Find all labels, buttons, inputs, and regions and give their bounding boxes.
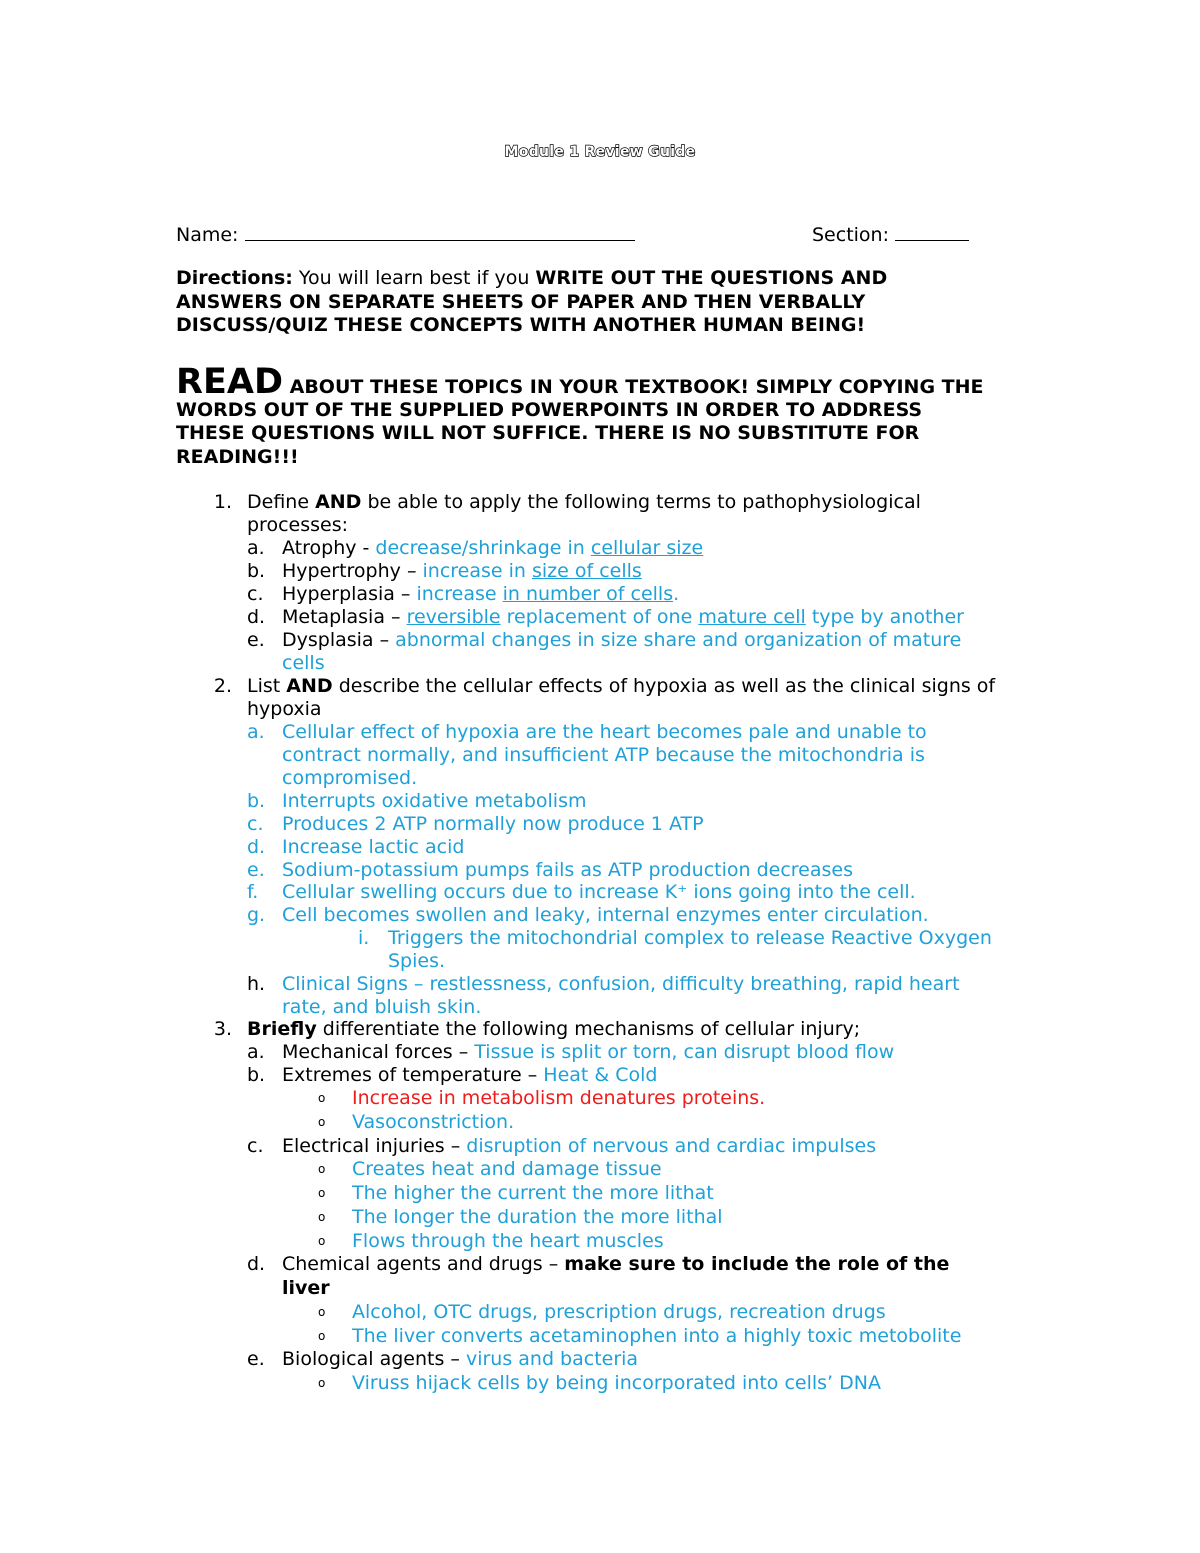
q2-g: Cell becomes swollen and leaky, internal enzymes enter circulation. bbox=[282, 904, 929, 926]
q3-line bbox=[247, 1018, 860, 1041]
q1-e bbox=[282, 629, 961, 652]
bullet-icon: o bbox=[318, 1115, 326, 1129]
q1-a-answer: decrease/shrinkage in bbox=[375, 537, 591, 559]
q3-e-letter: e. bbox=[247, 1348, 265, 1370]
section-line bbox=[812, 222, 969, 247]
q3-b-bullet-1: Increase in metabolism denatures proteins. bbox=[352, 1087, 766, 1109]
directions-line-2: ANSWERS ON SEPARATE SHEETS OF PAPER AND THEN VERBALLY bbox=[176, 291, 866, 313]
q3-c-bullet-2: The higher the current the more lithat bbox=[352, 1182, 714, 1204]
bullet-icon: o bbox=[318, 1305, 326, 1319]
q1-d-answer-end: type by another bbox=[805, 606, 964, 628]
q1-text: Define bbox=[247, 491, 316, 513]
q3-e-bullet-1: Viruss hijack cells by being incorporated into cells’ DNA bbox=[352, 1372, 881, 1394]
q1-c-term: Hyperplasia – bbox=[282, 583, 417, 605]
q1-d-answer-mid: replacement of one bbox=[500, 606, 699, 628]
q2-c-letter: c. bbox=[247, 813, 264, 835]
q3-a-answer: Tissue is split or torn, can disrupt blood flow bbox=[474, 1041, 895, 1063]
read-line-2: WORDS OUT OF THE SUPPLIED POWERPOINTS IN ORDER TO ADDRESS bbox=[176, 399, 923, 421]
q1-d-letter: d. bbox=[247, 606, 266, 628]
bullet-icon: o bbox=[318, 1329, 326, 1343]
q3-d-bullet-2: The liver converts acetaminophen into a highly toxic metobolite bbox=[352, 1325, 962, 1347]
directions-line-3: DISCUSS/QUIZ THESE CONCEPTS WITH ANOTHER HUMAN BEING! bbox=[176, 314, 866, 336]
q3-d-term: Chemical agents and drugs – bbox=[282, 1253, 565, 1275]
section-field[interactable] bbox=[895, 222, 969, 241]
q3-a bbox=[282, 1041, 894, 1064]
q1-c-answer: increase bbox=[416, 583, 503, 605]
q1-d-answer-u2: mature cell bbox=[698, 606, 806, 628]
read-line-3: THESE QUESTIONS WILL NOT SUFFICE. THERE IS NO SUBSTITUTE FOR bbox=[176, 422, 920, 444]
q3-a-letter: a. bbox=[247, 1041, 265, 1063]
q1-b-answer: increase in bbox=[422, 560, 532, 582]
bullet-icon: o bbox=[318, 1210, 326, 1224]
q3-d-letter: d. bbox=[247, 1253, 266, 1275]
q2-g-i-line-1: Triggers the mitochondrial complex to release Reactive Oxygen bbox=[388, 927, 992, 949]
read-line-4: READING!!! bbox=[176, 446, 299, 468]
read-big: READ bbox=[176, 362, 283, 402]
q2-a-line-1: Cellular effect of hypoxia are the heart becomes pale and unable to bbox=[282, 721, 927, 743]
q2-g-i-line-2: Spies. bbox=[388, 950, 446, 972]
q3-number: 3. bbox=[213, 1018, 232, 1040]
section-label: Section: bbox=[812, 224, 889, 246]
q3-c-letter: c. bbox=[247, 1135, 264, 1157]
bullet-icon: o bbox=[318, 1162, 326, 1176]
q1-a-answer-underline: cellular size bbox=[590, 537, 704, 559]
q2-text: List bbox=[247, 675, 287, 697]
q1-b-answer-underline: size of cells bbox=[531, 560, 642, 582]
q1-and: AND bbox=[315, 491, 362, 513]
name-label: Name: bbox=[176, 224, 239, 246]
q1-d-term: Metaplasia – bbox=[282, 606, 407, 628]
bullet-icon: o bbox=[318, 1186, 326, 1200]
q3-b-answer: Heat & Cold bbox=[543, 1064, 658, 1086]
q2-b-letter: b. bbox=[247, 790, 266, 812]
q2-d: Increase lactic acid bbox=[282, 836, 465, 858]
q2-h-line-2: rate, and bluish skin. bbox=[282, 996, 482, 1018]
directions-label: Directions: bbox=[176, 267, 293, 289]
q3-d bbox=[282, 1253, 949, 1276]
q2-b: Interrupts oxidative metabolism bbox=[282, 790, 587, 812]
q3-c bbox=[282, 1135, 876, 1158]
directions-text: You will learn best if you bbox=[292, 267, 536, 289]
q1-e-cont: cells bbox=[282, 652, 325, 674]
q2-f: Cellular swelling occurs due to increase K⁺ ions going into the cell. bbox=[282, 881, 916, 903]
q1-d-answer-u1: reversible bbox=[406, 606, 501, 628]
q2-and: AND bbox=[286, 675, 333, 697]
q3-b-term: Extremes of temperature – bbox=[282, 1064, 544, 1086]
q1-e-letter: e. bbox=[247, 629, 265, 651]
q2-h-letter: h. bbox=[247, 973, 266, 995]
q1-b bbox=[282, 560, 642, 583]
q3-b bbox=[282, 1064, 657, 1087]
q3-c-term: Electrical injuries – bbox=[282, 1135, 467, 1157]
q3-d-bold-cont: liver bbox=[282, 1277, 330, 1299]
q3-b-bullet-2: Vasoconstriction. bbox=[352, 1111, 515, 1133]
name-field[interactable] bbox=[245, 222, 635, 241]
q3-e-answer: virus and bacteria bbox=[465, 1348, 639, 1370]
q3-c-bullet-1: Creates heat and damage tissue bbox=[352, 1158, 662, 1180]
q1-a-letter: a. bbox=[247, 537, 265, 559]
q3-a-term: Mechanical forces – bbox=[282, 1041, 475, 1063]
q1-a bbox=[282, 537, 703, 560]
q1-line-2: processes: bbox=[247, 514, 349, 536]
q1-e-term: Dysplasia – bbox=[282, 629, 396, 651]
q1-c-letter: c. bbox=[247, 583, 264, 605]
q2-a-line-2: contract normally, and insufficient ATP because the mitochondria is bbox=[282, 744, 925, 766]
q3-b-letter: b. bbox=[247, 1064, 266, 1086]
q3-d-bold: make sure to include the role of the bbox=[564, 1253, 950, 1275]
q3-e-term: Biological agents – bbox=[282, 1348, 466, 1370]
q1-c-answer-underline: in number of cells bbox=[502, 583, 674, 605]
q2-e-letter: e. bbox=[247, 859, 265, 881]
q3-e bbox=[282, 1348, 638, 1371]
q3-c-bullet-3: The longer the duration the more lithal bbox=[352, 1206, 723, 1228]
q2-d-letter: d. bbox=[247, 836, 266, 858]
q3-c-bullet-4: Flows through the heart muscles bbox=[352, 1230, 664, 1252]
q1-number: 1. bbox=[213, 491, 232, 513]
q2-g-letter: g. bbox=[247, 904, 266, 926]
q3-bold: Briefly bbox=[247, 1018, 317, 1040]
q1-e-answer: abnormal changes in size share and organization of mature bbox=[395, 629, 962, 651]
q3-c-answer: disruption of nervous and cardiac impulses bbox=[466, 1135, 877, 1157]
q1-line-1 bbox=[247, 491, 921, 514]
directions-bold: WRITE OUT THE QUESTIONS AND bbox=[535, 267, 888, 289]
q2-number: 2. bbox=[213, 675, 232, 697]
q2-h-line-1: Clinical Signs – restlessness, confusion, difficulty breathing, rapid heart bbox=[282, 973, 960, 995]
read-text: ABOUT THESE TOPICS IN YOUR TEXTBOOK! SIMPLY COPYING THE bbox=[283, 376, 984, 398]
q2-g-i-letter: i. bbox=[358, 927, 370, 949]
q3-d-bullet-1: Alcohol, OTC drugs, prescription drugs, recreation drugs bbox=[352, 1301, 886, 1323]
page-title: Module 1 Review Guide bbox=[504, 144, 696, 160]
q2-f-letter: f. bbox=[247, 881, 259, 903]
q3-text: differentiate the following mechanisms of cellular injury; bbox=[316, 1018, 861, 1040]
q1-c bbox=[282, 583, 679, 606]
q1-a-term: Atrophy - bbox=[282, 537, 376, 559]
q2-line-2: hypoxia bbox=[247, 698, 322, 720]
bullet-icon: o bbox=[318, 1234, 326, 1248]
bullet-icon: o bbox=[318, 1091, 326, 1105]
q1-b-term: Hypertrophy – bbox=[282, 560, 423, 582]
name-line bbox=[176, 222, 635, 247]
q1-c-answer-end: . bbox=[673, 583, 680, 605]
q1-b-letter: b. bbox=[247, 560, 266, 582]
q2-a-line-3: compromised. bbox=[282, 767, 418, 789]
q2-line-1 bbox=[247, 675, 995, 698]
q2-a-letter: a. bbox=[247, 721, 265, 743]
q2-e: Sodium-potassium pumps fails as ATP production decreases bbox=[282, 859, 853, 881]
q2-c: Produces 2 ATP normally now produce 1 ATP bbox=[282, 813, 704, 835]
bullet-icon: o bbox=[318, 1376, 326, 1390]
directions-line-1 bbox=[176, 267, 887, 290]
q1-d bbox=[282, 606, 964, 629]
q1-text-2: be able to apply the following terms to pathophysiological bbox=[361, 491, 921, 513]
q2-text-2: describe the cellular effects of hypoxia as well as the clinical signs of bbox=[332, 675, 996, 697]
